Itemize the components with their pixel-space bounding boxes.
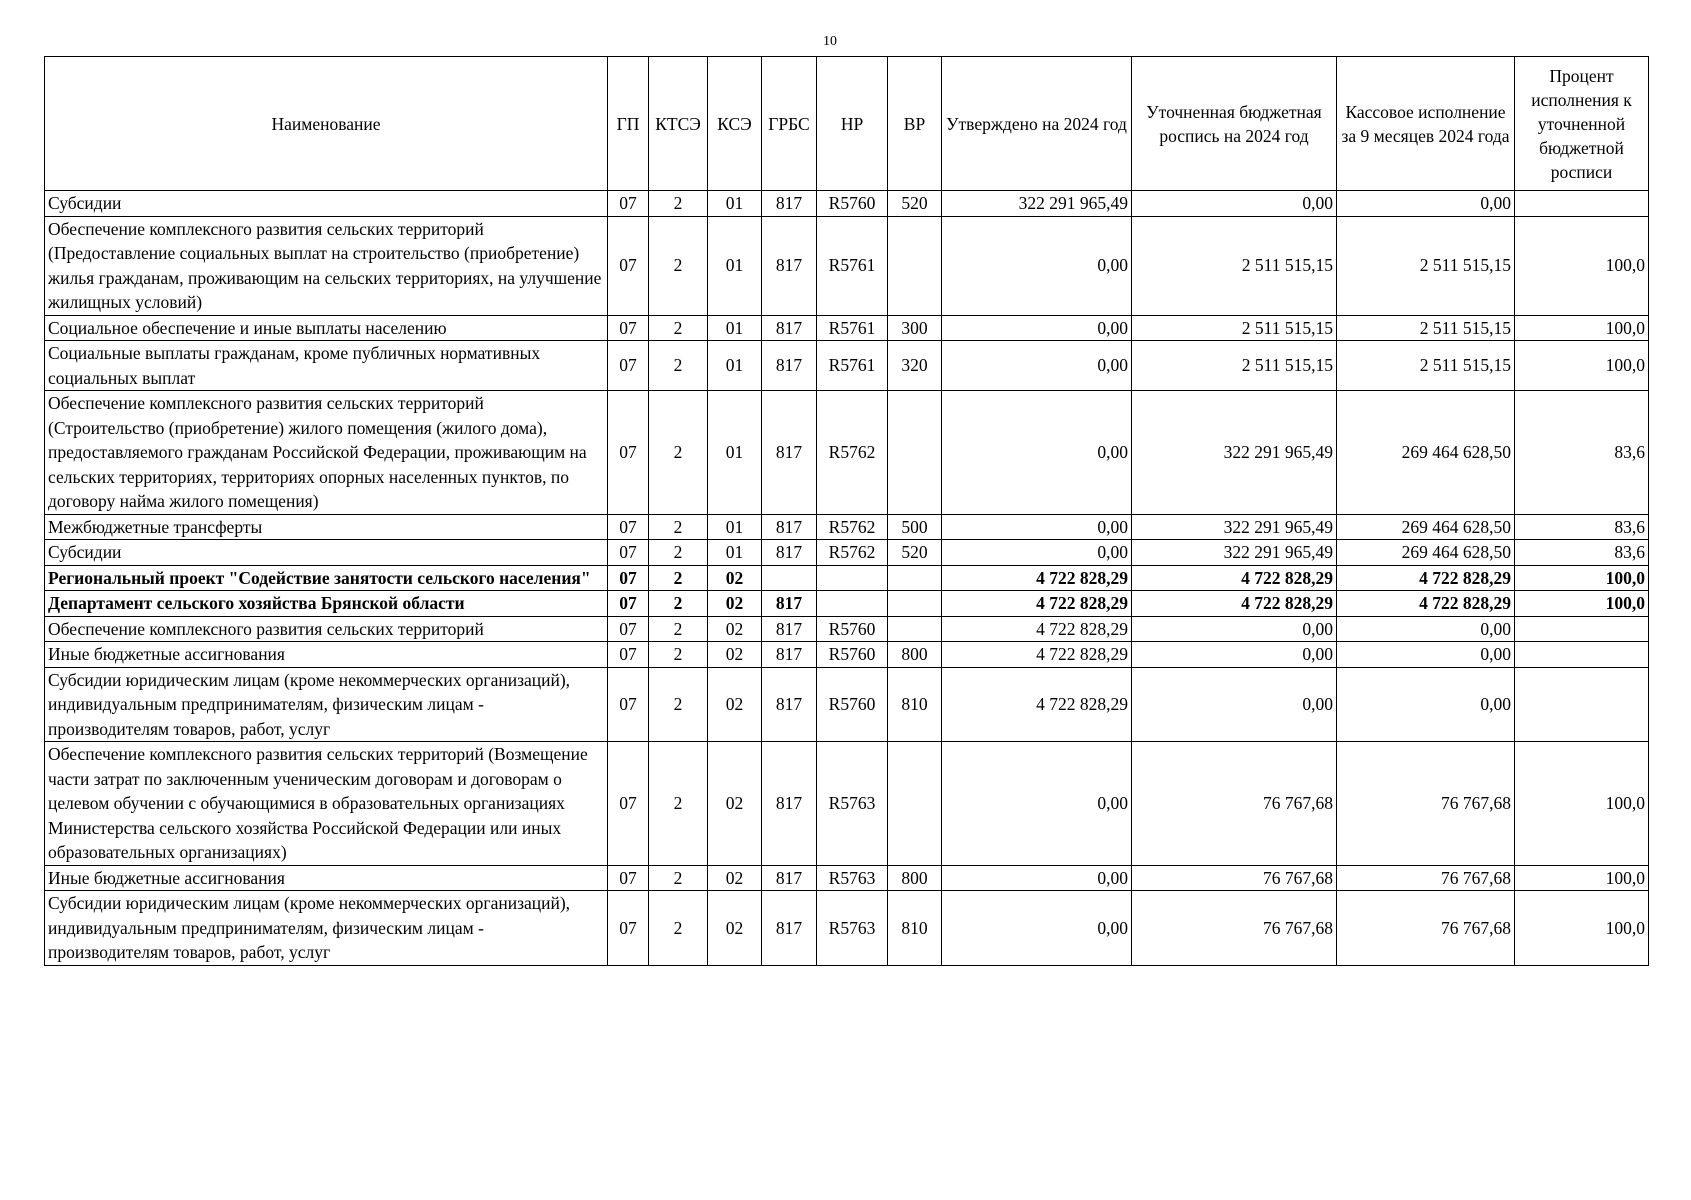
cell-np: R5760 [817,616,888,642]
cell-kse: 02 [708,742,762,866]
cell-grbs: 817 [762,191,817,217]
cell-approved: 0,00 [942,540,1132,566]
cell-gp: 07 [608,191,649,217]
cell-percent [1515,642,1649,668]
cell-gp: 07 [608,591,649,617]
cell-gp: 07 [608,216,649,315]
cell-grbs: 817 [762,667,817,742]
cell-ktse: 2 [649,742,708,866]
cell-vr [888,391,942,515]
cell-kse: 02 [708,565,762,591]
header-kse: КСЭ [708,57,762,191]
cell-approved: 4 722 828,29 [942,616,1132,642]
page-number: 10 [823,34,837,49]
table-body [45,191,1649,966]
cell-name: Социальное обеспечение и иные выплаты населению [45,315,608,341]
table-row [45,591,1649,617]
cell-ktse: 2 [649,191,708,217]
table-row [45,616,1649,642]
cell-vr: 800 [888,642,942,668]
cell-kse: 01 [708,391,762,515]
cell-percent [1515,616,1649,642]
cell-percent: 100,0 [1515,865,1649,891]
cell-gp: 07 [608,315,649,341]
table-row [45,514,1649,540]
table-row [45,540,1649,566]
cell-np: R5762 [817,391,888,515]
cell-ktse: 2 [649,540,708,566]
table-row [45,216,1649,315]
cell-kse: 02 [708,616,762,642]
cell-approved: 0,00 [942,514,1132,540]
cell-refined: 322 291 965,49 [1132,391,1337,515]
cell-name: Субсидии [45,540,608,566]
cell-vr: 800 [888,865,942,891]
cell-gp: 07 [608,514,649,540]
budget-table [44,56,1649,966]
cell-refined: 322 291 965,49 [1132,540,1337,566]
cell-grbs: 817 [762,514,817,540]
cell-cash: 76 767,68 [1337,742,1515,866]
cell-cash: 0,00 [1337,667,1515,742]
cell-ktse: 2 [649,391,708,515]
header-refined: Уточненная бюджетная роспись на 2024 год [1132,57,1337,191]
cell-approved: 4 722 828,29 [942,667,1132,742]
cell-approved: 0,00 [942,742,1132,866]
cell-kse: 02 [708,667,762,742]
cell-vr [888,591,942,617]
cell-approved: 0,00 [942,391,1132,515]
header-gp: ГП [608,57,649,191]
cell-refined: 322 291 965,49 [1132,514,1337,540]
header-grbs: ГРБС [762,57,817,191]
cell-vr: 500 [888,514,942,540]
cell-gp: 07 [608,667,649,742]
cell-gp: 07 [608,341,649,391]
cell-gp: 07 [608,642,649,668]
cell-grbs: 817 [762,865,817,891]
table-row [45,315,1649,341]
cell-name: Социальные выплаты гражданам, кроме публичных нормативных социальных выплат [45,341,608,391]
cell-kse: 01 [708,216,762,315]
cell-approved: 4 722 828,29 [942,591,1132,617]
cell-grbs: 817 [762,742,817,866]
cell-name: Субсидии [45,191,608,217]
cell-ktse: 2 [649,565,708,591]
cell-np: R5760 [817,642,888,668]
cell-gp: 07 [608,616,649,642]
cell-vr: 320 [888,341,942,391]
cell-gp: 07 [608,891,649,966]
cell-kse: 01 [708,341,762,391]
cell-name: Обеспечение комплексного развития сельских территорий (Предоставление социальных выплат на строительство (приобретение) жилья гражданам, проживающим на сельских территориях, на улучшение жилищных условий) [45,216,608,315]
cell-cash: 0,00 [1337,642,1515,668]
cell-grbs: 817 [762,315,817,341]
cell-cash: 269 464 628,50 [1337,391,1515,515]
table-row [45,391,1649,515]
cell-gp: 07 [608,565,649,591]
cell-approved: 0,00 [942,865,1132,891]
table-row [45,742,1649,866]
header-approved: Утверждено на 2024 год [942,57,1132,191]
cell-cash: 4 722 828,29 [1337,591,1515,617]
cell-percent: 100,0 [1515,891,1649,966]
cell-name: Обеспечение комплексного развития сельских территорий (Возмещение части затрат по заключенным ученическим договорам и договорам о целевом обучении с обучающимися в образовательных организациях Министерства сельского хозяйства Российской Федерации или иных образовательных организациях) [45,742,608,866]
cell-grbs: 817 [762,616,817,642]
cell-approved: 4 722 828,29 [942,565,1132,591]
cell-approved: 0,00 [942,216,1132,315]
header-percent: Процент исполнения к уточненной бюджетной росписи [1515,57,1649,191]
cell-cash: 2 511 515,15 [1337,315,1515,341]
cell-approved: 0,00 [942,341,1132,391]
cell-percent [1515,667,1649,742]
cell-vr: 520 [888,191,942,217]
cell-ktse: 2 [649,865,708,891]
cell-refined: 0,00 [1132,667,1337,742]
cell-kse: 01 [708,191,762,217]
cell-kse: 02 [708,865,762,891]
cell-percent: 100,0 [1515,216,1649,315]
cell-cash: 2 511 515,15 [1337,341,1515,391]
header-ktse: КТСЭ [649,57,708,191]
cell-approved: 0,00 [942,891,1132,966]
cell-percent: 100,0 [1515,565,1649,591]
cell-grbs: 817 [762,341,817,391]
cell-np: R5761 [817,341,888,391]
cell-np: R5763 [817,742,888,866]
cell-ktse: 2 [649,667,708,742]
cell-name: Субсидии юридическим лицам (кроме некоммерческих организаций), индивидуальным предпринимателям, физическим лицам - производителям товаров, работ, услуг [45,891,608,966]
cell-np: R5760 [817,191,888,217]
cell-cash: 0,00 [1337,616,1515,642]
cell-refined: 0,00 [1132,616,1337,642]
cell-vr [888,565,942,591]
cell-refined: 0,00 [1132,642,1337,668]
cell-percent: 100,0 [1515,341,1649,391]
cell-name: Региональный проект "Содействие занятости сельского населения" [45,565,608,591]
cell-kse: 01 [708,315,762,341]
table-row [45,341,1649,391]
cell-cash: 4 722 828,29 [1337,565,1515,591]
cell-grbs: 817 [762,642,817,668]
cell-np: R5761 [817,216,888,315]
cell-kse: 01 [708,540,762,566]
cell-refined: 4 722 828,29 [1132,565,1337,591]
cell-name: Департамент сельского хозяйства Брянской области [45,591,608,617]
header-row [45,57,1649,191]
cell-refined: 76 767,68 [1132,742,1337,866]
cell-cash: 76 767,68 [1337,891,1515,966]
cell-refined: 4 722 828,29 [1132,591,1337,617]
cell-np: R5760 [817,667,888,742]
cell-np: R5761 [817,315,888,341]
cell-percent: 100,0 [1515,315,1649,341]
cell-gp: 07 [608,865,649,891]
header-cash: Кассовое исполнение за 9 месяцев 2024 года [1337,57,1515,191]
cell-vr: 520 [888,540,942,566]
cell-percent [1515,191,1649,217]
table-row [45,865,1649,891]
cell-grbs: 817 [762,391,817,515]
cell-ktse: 2 [649,891,708,966]
cell-grbs [762,565,817,591]
cell-ktse: 2 [649,591,708,617]
cell-ktse: 2 [649,216,708,315]
cell-name: Межбюджетные трансферты [45,514,608,540]
cell-cash: 269 464 628,50 [1337,514,1515,540]
cell-approved: 4 722 828,29 [942,642,1132,668]
cell-gp: 07 [608,540,649,566]
cell-gp: 07 [608,391,649,515]
cell-name: Иные бюджетные ассигнования [45,865,608,891]
cell-kse: 02 [708,891,762,966]
cell-percent: 100,0 [1515,742,1649,866]
cell-kse: 02 [708,642,762,668]
cell-percent: 83,6 [1515,514,1649,540]
cell-approved: 322 291 965,49 [942,191,1132,217]
cell-np: R5763 [817,891,888,966]
cell-np: R5762 [817,540,888,566]
cell-np: R5762 [817,514,888,540]
cell-refined: 76 767,68 [1132,891,1337,966]
cell-refined: 2 511 515,15 [1132,216,1337,315]
cell-kse: 01 [708,514,762,540]
header-np: НР [817,57,888,191]
cell-gp: 07 [608,742,649,866]
cell-ktse: 2 [649,341,708,391]
cell-ktse: 2 [649,315,708,341]
cell-grbs: 817 [762,540,817,566]
table-row [45,642,1649,668]
cell-grbs: 817 [762,591,817,617]
cell-refined: 2 511 515,15 [1132,341,1337,391]
cell-vr [888,216,942,315]
cell-vr [888,616,942,642]
table-row [45,191,1649,217]
table-row [45,565,1649,591]
header-vr: ВР [888,57,942,191]
cell-name: Субсидии юридическим лицам (кроме некоммерческих организаций), индивидуальным предпринимателям, физическим лицам - производителям товаров, работ, услуг [45,667,608,742]
cell-name: Иные бюджетные ассигнования [45,642,608,668]
cell-grbs: 817 [762,891,817,966]
table-row [45,667,1649,742]
cell-percent: 83,6 [1515,540,1649,566]
cell-vr: 810 [888,667,942,742]
cell-cash: 269 464 628,50 [1337,540,1515,566]
cell-kse: 02 [708,591,762,617]
cell-refined: 76 767,68 [1132,865,1337,891]
cell-cash: 2 511 515,15 [1337,216,1515,315]
cell-cash: 76 767,68 [1337,865,1515,891]
header-name: Наименование [45,57,608,191]
cell-name: Обеспечение комплексного развития сельских территорий [45,616,608,642]
cell-np [817,591,888,617]
cell-refined: 0,00 [1132,191,1337,217]
cell-cash: 0,00 [1337,191,1515,217]
cell-grbs: 817 [762,216,817,315]
cell-ktse: 2 [649,642,708,668]
cell-np: R5763 [817,865,888,891]
cell-vr: 300 [888,315,942,341]
cell-percent: 83,6 [1515,391,1649,515]
cell-refined: 2 511 515,15 [1132,315,1337,341]
cell-percent: 100,0 [1515,591,1649,617]
cell-vr: 810 [888,891,942,966]
cell-ktse: 2 [649,514,708,540]
table-row [45,891,1649,966]
cell-ktse: 2 [649,616,708,642]
cell-name: Обеспечение комплексного развития сельских территорий (Строительство (приобретение) жилого помещения (жилого дома), предоставляемого гражданам Российской Федерации, проживающим на сельских территориях, территориях опорных населенных пунктов, по договору найма жилого помещения) [45,391,608,515]
cell-approved: 0,00 [942,315,1132,341]
cell-vr [888,742,942,866]
cell-np [817,565,888,591]
